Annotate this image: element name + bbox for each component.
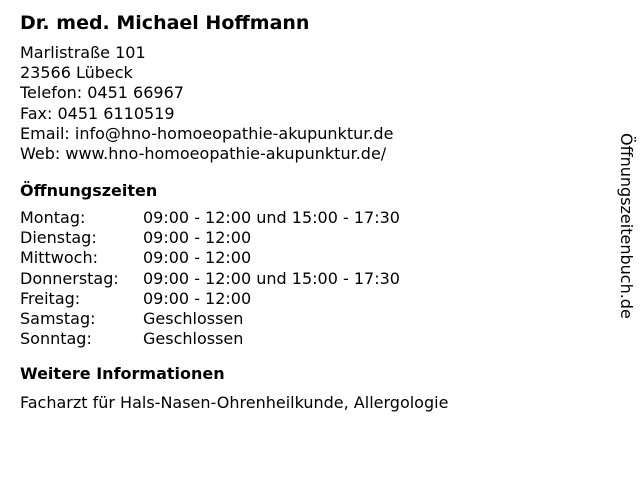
hours-row — [20, 248, 400, 268]
hours-day: Sonntag: — [20, 328, 92, 348]
hours-row — [20, 329, 400, 349]
phone-line: Telefon: 0451 66967 — [20, 83, 184, 103]
hours-time: Geschlossen — [143, 308, 244, 328]
site-brand-watermark: Öffnungszeitenbuch.de — [617, 133, 636, 319]
hours-row — [20, 228, 400, 248]
hours-time: 09:00 - 12:00 und 15:00 - 17:30 — [143, 208, 400, 228]
hours-time: 09:00 - 12:00 und 15:00 - 17:30 — [143, 268, 400, 288]
specialty-text: Facharzt für Hals-Nasen-Ohrenheilkunde, Allergologie — [20, 392, 449, 412]
hours-time: 09:00 - 12:00 — [143, 228, 252, 248]
hours-row — [20, 269, 400, 289]
hours-row — [20, 208, 400, 228]
hours-row — [20, 289, 400, 309]
opening-hours-table — [20, 208, 400, 349]
practice-name: Dr. med. Michael Hoffmann — [20, 12, 310, 34]
hours-day: Mittwoch: — [20, 248, 98, 268]
hours-day: Dienstag: — [20, 228, 97, 248]
opening-hours-heading: Öffnungszeiten — [20, 181, 158, 201]
fax-line: Fax: 0451 6110519 — [20, 103, 175, 123]
contact-block — [20, 43, 590, 164]
hours-row — [20, 309, 400, 329]
hours-time: 09:00 - 12:00 — [143, 288, 252, 308]
hours-time: Geschlossen — [143, 328, 244, 348]
address-street: Marlistraße 101 — [20, 43, 146, 62]
hours-day: Samstag: — [20, 308, 96, 328]
hours-day: Freitag: — [20, 288, 81, 308]
hours-time: 09:00 - 12:00 — [143, 248, 252, 268]
email-line: Email: info@hno-homoeopathie-akupunktur.de — [20, 123, 394, 143]
web-line: Web: www.hno-homoeopathie-akupunktur.de/ — [20, 144, 387, 164]
more-info-heading: Weitere Informationen — [20, 363, 225, 383]
hours-day: Montag: — [20, 208, 86, 228]
address-city: 23566 Lübeck — [20, 63, 133, 83]
practice-card — [20, 12, 590, 413]
hours-day: Donnerstag: — [20, 268, 119, 288]
